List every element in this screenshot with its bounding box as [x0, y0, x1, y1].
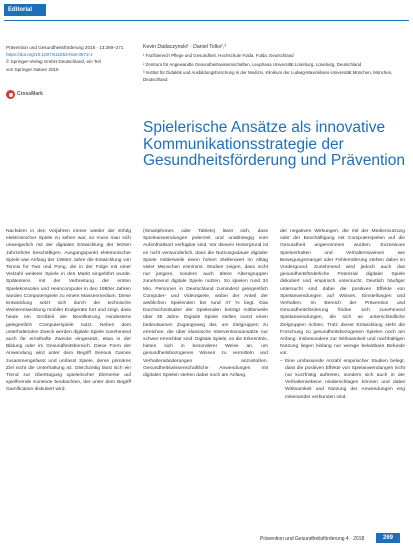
- affiliation-1: ¹ Fachbereich Pflege und Gesundheit, Hochschule Fulda, Fulda, Deutschland: [143, 53, 294, 58]
- journal-citation: Prävention und Gesundheitsförderung 2018 · 13:269–271: [6, 45, 124, 50]
- bullet-list: [280, 358, 405, 401]
- paragraph: der negativen Wirkungen, die mit der Mediennutzung oder der Beschäftigung mit Computerspielen auf die Gesundheit angenommen wurden. Exzessives Spielverhalten und Verhaltensweisen wie Bewegungsmangel oder Fehlernährung stehen dabei im Vordergrund. Zunehmend wird jedoch auch das gesundheitsförderliche Potenzial digitaler Spiele diskutiert und empirisch untersucht. Deutlich häufiger untersucht sind dabei die positiven Effekte von Spielanwendungen auf Wissen, Einstellungen und Verhalten. Im Bereich der Prävention und Gesundheitsförderung finden sich zunehmend Spielanwendungen, die sich an unterschiedliche Zielgruppen richten. Trotz dieser Entwicklung steht die Forschung zu gesundheitsbezogenen Spielen noch am Anfang. Insbesondere zur Wirksamkeit und nachhaltigen Nutzung liegen bislang nur wenige belastbare Befunde vor.: [280, 229, 405, 357]
- affiliation-2: ² Zentrum für Angewandte Gesundheitswissenschaften, Leuphana Universität Lüneburg, Lüneburg, Deutschland: [143, 61, 362, 67]
- page-number: 269: [376, 533, 400, 543]
- copyright-line-2: von Springer Nature 2018: [6, 66, 59, 72]
- body-column-3: [280, 228, 405, 401]
- list-item: – Eine umfassende Anzahl empirischer Studien belegt, dass die positiven Effekte von Spielanwendungen nicht nur kurzfristig auftreten, sondern sich auch in der Verhaltensebene niederschlagen können und dabei Wirksamkeit und Nutzung der Anwendungen eng miteinander verbunden sind.: [285, 358, 405, 401]
- doi-link[interactable]: https://doi.org/10.1007/s11553-018-0672-z: [6, 52, 93, 58]
- footer-journal: Prävention und Gesundheitsförderung 4 · 2018: [260, 536, 365, 542]
- author-line: Kevin Dadaczynski¹ · Daniel Tolks²,³: [143, 44, 226, 50]
- paragraph: (Smartphones oder Tablets) lässt sich, dass Spieleanwendungen jederzeit und unabhängig vom Aufenthaltsort verfügbar sind. Vor diesem Hintergrund ist es nicht verwunderlich, dass die Nutzungsdauer digitaler Spiele mittlerweile einen hohen Stellenwert im Alltag vieler Menschen einnimmt. Studien zeigen, dass nicht nur jüngere, sondern auch ältere Altersgruppen zunehmend digitale Spiele nutzen. So spielen rund 34 Mio. Personen in Deutschland zumindest gelegentlich Computer- und Videospiele, wobei der Anteil der weiblichen Spielenden bei rund 47 % liegt. Das Durchschnittsalter der Spielenden beträgt mittlerweile über 35 Jahre. Digitale Spiele stellen somit einen bedeutsamen Zugangsweg dar, um Zielgruppen zu erreichen, die über klassische Interventionsansätze nur schwer erreichbar sind. Digitale Spiele, so die Erkenntnis, bieten sich in besonderer Weise an, um gesundheitsbezogenes Wissen zu vermitteln und Verhaltensänderungen anzustoßen. Gesundheitswissenschaftliche Anwendungen mit digitalen Spielen stehen dabei noch am Anfang.: [143, 229, 268, 379]
- affiliations: [143, 53, 408, 85]
- affiliation-3: ³ Institut für Didaktik und Ausbildungsforschung in der Medizin, Klinikum der Ludwig-Maximilians-Universität München, München, Deutschland: [143, 70, 393, 82]
- section-label: Editorial: [4, 4, 46, 16]
- body-column-2: [143, 228, 268, 379]
- crossmark-label: CrossMark: [17, 91, 43, 97]
- crossmark-icon: [6, 90, 15, 99]
- body-column-1: [6, 228, 131, 394]
- article-title: Spielerische Ansätze als innovative Kommunikationsstrategie der Gesundheitsförderung und Prävention: [143, 119, 405, 169]
- article-metadata: [6, 44, 126, 73]
- paragraph: Nachdem in den Vorjahren immer wieder der Erfolg elektronischer Spiele zu sehen war, so muss man sich unweigerlich mit der digitalen Entwicklung der letzten Jahrzehnte beschäftigen. Ausgangspunkt elektronischer Spiele war Anfang der 1950er Jahre die Entwicklung von Tennis for Two und Pong, die in der Folge mit einer Vielzahl weiterer Spiele in den Markt eingeführt wurde. Spätestens mit der Verbreitung der ersten Spielekonsolen und Heimcomputer in den 1980er Jahren wurden Computerspiele zu einem Massenmedium. Diese Entwicklung setzt sich durch die technische Weiterentwicklung mobiler Endgeräte fort und zeigt, dass heute ein Großteil der Bevölkerung mindestens gelegentlich Computerspiele nutzt. Neben dem unterhaltenden Zweck werden digitale Spiele zunehmend auch für ernsthafte Zwecke eingesetzt, etwa in der Bildung oder im Gesundheitsbereich. Diese Form der Anwendung wird unter dem Begriff Serious Games zusammengefasst und umfasst Spiele, deren primäres Ziel nicht die Unterhaltung ist. Gleichzeitig lässt sich ein Trend zur Übertragung spielerischer Elemente auf spielfremde Kontexte beobachten, der unter dem Begriff Gamification diskutiert wird.: [6, 229, 131, 393]
- header-rule: [4, 20, 409, 21]
- crossmark-badge[interactable]: [6, 90, 43, 99]
- copyright-line: © Springer-Verlag GmbH Deutschland, ein Teil: [6, 59, 101, 65]
